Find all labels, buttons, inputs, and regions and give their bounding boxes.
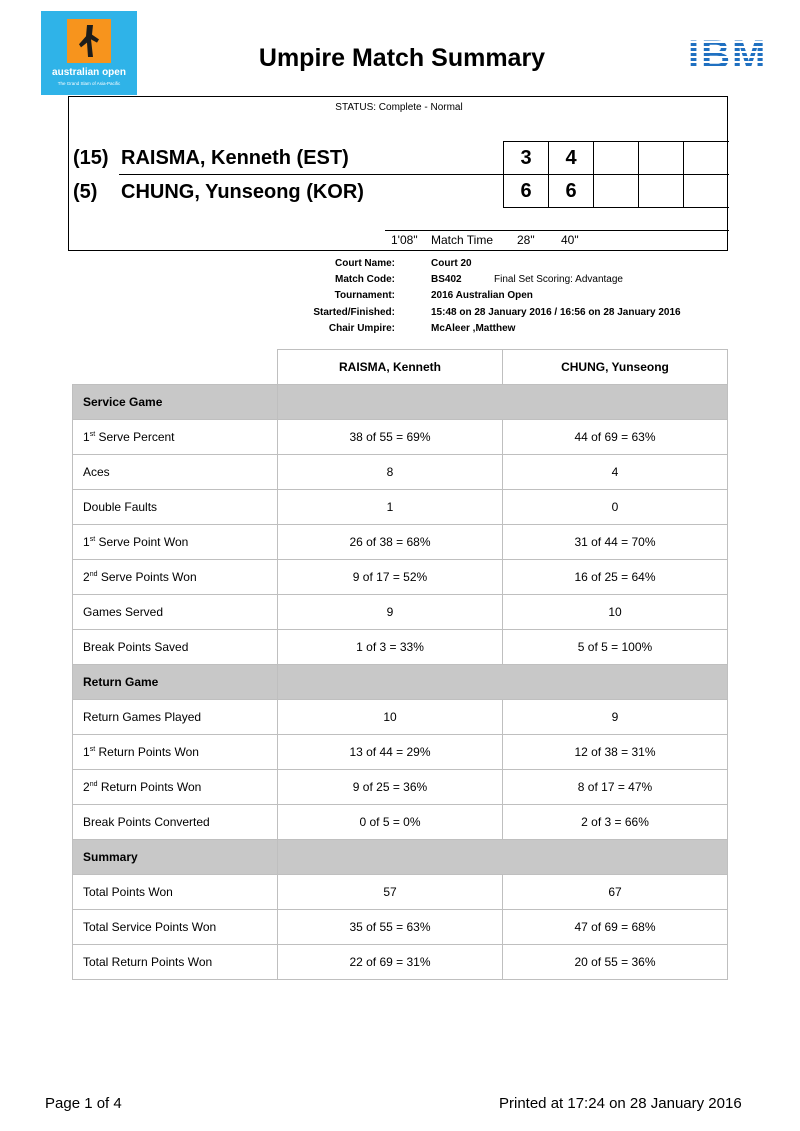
started-label: Started/Finished:: [313, 307, 395, 318]
australian-open-logo: [41, 11, 137, 95]
section-fill: [278, 840, 728, 875]
ibm-logo: [688, 33, 784, 77]
stat-value-player1: 9 of 17 = 52%: [278, 560, 503, 595]
stat-label: 2nd Serve Points Won: [73, 560, 278, 595]
table-row: [73, 910, 728, 945]
stat-value-player1: 26 of 38 = 68%: [278, 525, 503, 560]
stat-value-player1: 0 of 5 = 0%: [278, 805, 503, 840]
stat-value-player1: 9 of 25 = 36%: [278, 770, 503, 805]
stat-label: 1st Serve Point Won: [73, 525, 278, 560]
table-row: [73, 700, 728, 735]
printed-at: Printed at 17:24 on 28 January 2016: [499, 1095, 742, 1112]
stat-label: Total Service Points Won: [73, 910, 278, 945]
court-value: Court 20: [431, 258, 472, 269]
header-player1: RAISMA, Kenneth: [278, 350, 503, 385]
umpire-value: McAleer ,Matthew: [431, 323, 516, 334]
stat-label: Return Games Played: [73, 700, 278, 735]
stat-value-player1: 10: [278, 700, 503, 735]
score-grid-line: [503, 207, 729, 208]
stats-table: [72, 349, 728, 980]
player1-name: RAISMA, Kenneth (EST): [121, 147, 349, 169]
stat-value-player2: 16 of 25 = 64%: [503, 560, 728, 595]
score-grid-line: [593, 141, 594, 207]
logo-text: australian open: [52, 67, 126, 78]
table-header-row: [73, 350, 728, 385]
section-fill: [278, 385, 728, 420]
stat-label: Games Served: [73, 595, 278, 630]
stat-label: Total Points Won: [73, 875, 278, 910]
stat-value-player2: 0: [503, 490, 728, 525]
umpire-label: Chair Umpire:: [328, 323, 395, 334]
section-title: Return Game: [73, 665, 278, 700]
set1-time: 28": [517, 233, 535, 247]
table-row: [73, 595, 728, 630]
match-total-time: 1'08": [391, 233, 418, 247]
stat-value-player1: 22 of 69 = 31%: [278, 945, 503, 980]
stat-value-player1: 38 of 55 = 69%: [278, 420, 503, 455]
stat-value-player2: 47 of 69 = 68%: [503, 910, 728, 945]
stat-value-player2: 31 of 44 = 70%: [503, 525, 728, 560]
match-time-label: Match Time: [431, 233, 494, 247]
stat-value-player2: 9: [503, 700, 728, 735]
table-row: [73, 735, 728, 770]
player2-name: CHUNG, Yunseong (KOR): [121, 181, 364, 203]
set2-time: 40": [561, 233, 579, 247]
stat-label: Double Faults: [73, 490, 278, 525]
section-fill: [278, 665, 728, 700]
score-grid-line: [638, 141, 639, 207]
page-number: Page 1 of 4: [45, 1095, 122, 1112]
table-row: [73, 420, 728, 455]
table-row: [73, 490, 728, 525]
player2-set1: 6: [520, 180, 532, 202]
final-set-scoring: Final Set Scoring: Advantage: [494, 274, 623, 285]
stat-value-player2: 67: [503, 875, 728, 910]
header-blank: [73, 350, 278, 385]
stat-label: Break Points Converted: [73, 805, 278, 840]
stat-value-player2: 10: [503, 595, 728, 630]
stat-value-player2: 4: [503, 455, 728, 490]
stat-value-player2: 5 of 5 = 100%: [503, 630, 728, 665]
logo-tagline: The Grand Slam of Asia-Pacific: [57, 81, 121, 86]
stat-value-player2: 12 of 38 = 31%: [503, 735, 728, 770]
table-row: [73, 805, 728, 840]
code-label: Match Code:: [335, 274, 395, 285]
table-row: [73, 945, 728, 980]
table-row: [73, 525, 728, 560]
stat-value-player1: 13 of 44 = 29%: [278, 735, 503, 770]
table-row: [73, 630, 728, 665]
stat-value-player1: 1: [278, 490, 503, 525]
score-grid-line: [385, 230, 729, 231]
stat-value-player1: 57: [278, 875, 503, 910]
stat-label: 2nd Return Points Won: [73, 770, 278, 805]
summary-rows: [73, 875, 728, 980]
stat-value-player2: 20 of 55 = 36%: [503, 945, 728, 980]
stat-label: 1st Serve Percent: [73, 420, 278, 455]
stat-value-player1: 8: [278, 455, 503, 490]
match-info: [0, 258, 800, 338]
table-row: [73, 560, 728, 595]
service-rows: [73, 420, 728, 665]
player1-set1: 3: [520, 147, 532, 169]
ibm-logo-text: IBM: [688, 33, 768, 77]
stat-value-player1: 35 of 55 = 63%: [278, 910, 503, 945]
court-label: Court Name:: [334, 258, 395, 269]
tournament-label: Tournament:: [334, 290, 395, 301]
section-row: [73, 840, 728, 875]
stat-value-player1: 9: [278, 595, 503, 630]
score-grid-line: [503, 141, 729, 142]
tennis-player-icon: [67, 19, 111, 63]
tournament-value: 2016 Australian Open: [431, 290, 533, 301]
scoreboard: [68, 96, 728, 251]
stat-label: Aces: [73, 455, 278, 490]
table-row: [73, 770, 728, 805]
stat-value-player1: 1 of 3 = 33%: [278, 630, 503, 665]
table-row: [73, 875, 728, 910]
section-row: [73, 385, 728, 420]
section-row: [73, 665, 728, 700]
section-title: Summary: [73, 840, 278, 875]
stat-label: Total Return Points Won: [73, 945, 278, 980]
player1-set2: 4: [565, 147, 577, 169]
player2-seed: (5): [73, 181, 98, 203]
return-rows: [73, 700, 728, 840]
player1-seed: (15): [73, 147, 109, 169]
stat-value-player2: 8 of 17 = 47%: [503, 770, 728, 805]
section-title: Service Game: [73, 385, 278, 420]
started-value: 15:48 on 28 January 2016 / 16:56 on 28 January 2016: [431, 307, 681, 318]
score-grid-line: [683, 141, 684, 207]
stat-label: 1st Return Points Won: [73, 735, 278, 770]
code-value: BS402: [431, 274, 462, 285]
stat-value-player2: 2 of 3 = 66%: [503, 805, 728, 840]
stat-value-player2: 44 of 69 = 63%: [503, 420, 728, 455]
stat-label: Break Points Saved: [73, 630, 278, 665]
player2-set2: 6: [565, 180, 577, 202]
table-row: [73, 455, 728, 490]
match-status: STATUS: Complete - Normal: [335, 102, 463, 113]
page-title: Umpire Match Summary: [258, 44, 546, 72]
header-player2: CHUNG, Yunseong: [503, 350, 728, 385]
